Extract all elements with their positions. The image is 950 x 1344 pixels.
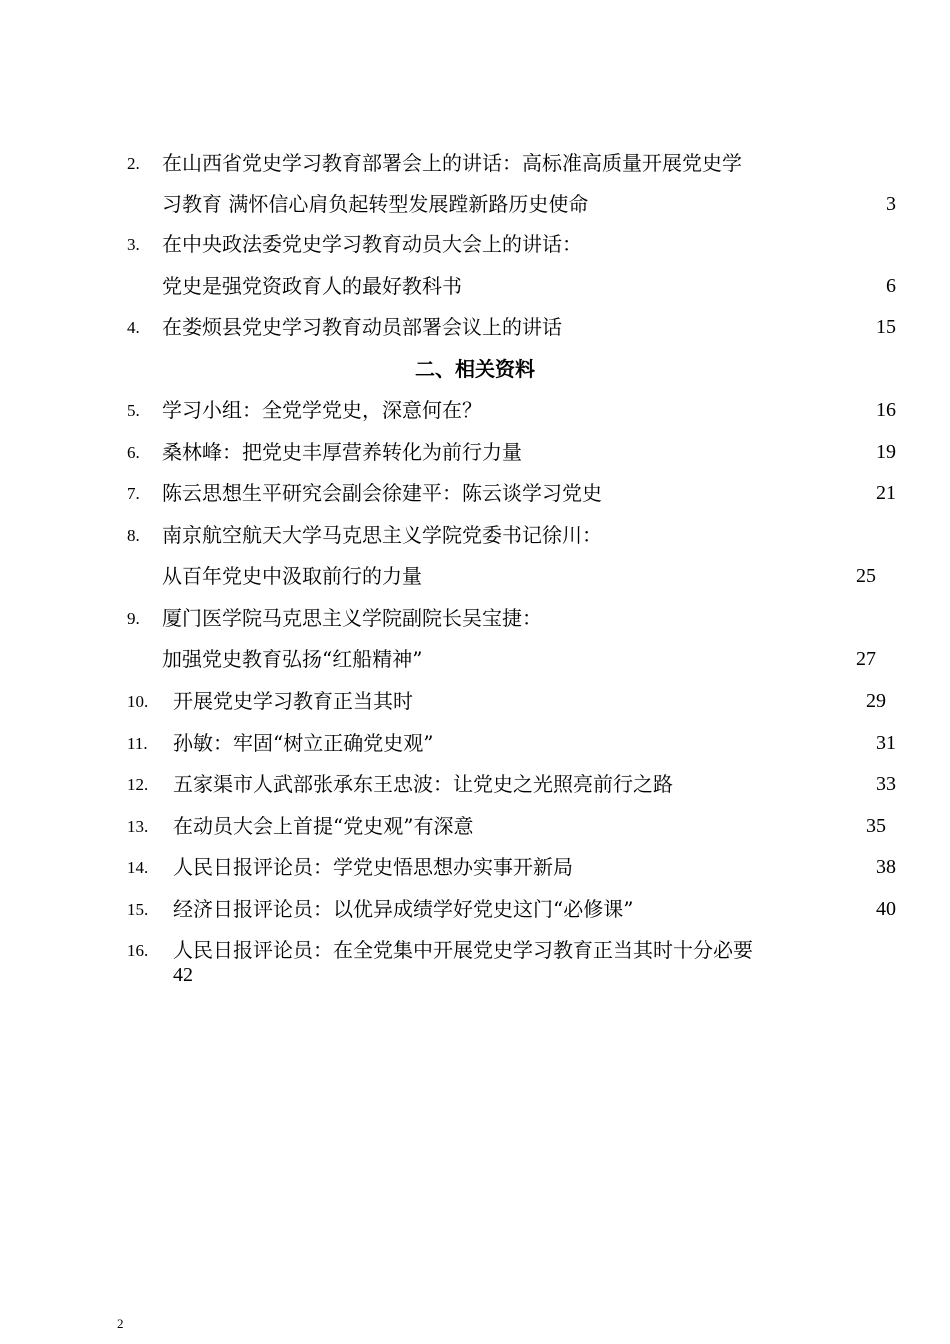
toc-entry-title-continued[interactable]: 从百年党史中汲取前行的力量 xyxy=(162,564,422,588)
toc-entry-number: 13. xyxy=(127,817,149,836)
section-heading: 二、相关资料 xyxy=(415,357,535,381)
toc-entry-number: 3. xyxy=(127,235,140,254)
toc-entry-title[interactable]: 南京航空航天大学马克思主义学院党委书记徐川： xyxy=(162,523,602,547)
toc-entry-number: 2. xyxy=(127,154,140,173)
toc-entry-title[interactable]: 桑林峰：把党史丰厚营养转化为前行力量 xyxy=(162,440,522,464)
toc-entry-page: 40 xyxy=(876,898,896,920)
toc-entry-number: 9. xyxy=(127,609,140,628)
toc-entry-number: 14. xyxy=(127,858,149,877)
toc-entry-page: 6 xyxy=(886,275,896,297)
toc-entry-page: 42 xyxy=(173,964,193,986)
toc-entry-title-continued[interactable]: 党史是强党资政育人的最好教科书 xyxy=(162,274,462,298)
toc-entry-title[interactable]: 人民日报评论员：在全党集中开展党史学习教育正当其时十分必要 xyxy=(173,938,753,962)
toc-entry-number: 6. xyxy=(127,443,140,462)
toc-entry-page: 3 xyxy=(886,193,896,215)
toc-entry-number: 7. xyxy=(127,484,140,503)
toc-entry-title[interactable]: 在山西省党史学习教育部署会上的讲话：高标准高质量开展党史学 xyxy=(162,151,742,175)
toc-entry-page: 31 xyxy=(876,732,896,754)
toc-entry-number: 10. xyxy=(127,692,149,711)
toc-entry-page: 16 xyxy=(876,399,896,421)
toc-entry-number: 15. xyxy=(127,900,149,919)
toc-entry-page: 38 xyxy=(876,856,896,878)
toc-entry-title[interactable]: 开展党史学习教育正当其时 xyxy=(173,689,413,713)
toc-entry-page: 25 xyxy=(856,565,876,587)
toc-entry-number: 8. xyxy=(127,526,140,545)
toc-entry-page: 19 xyxy=(876,441,896,463)
toc-entry-title-continued[interactable]: 加强党史教育弘扬“红船精神” xyxy=(162,647,423,671)
page-number-footer: 2 xyxy=(117,1316,124,1331)
toc-entry-title[interactable]: 经济日报评论员：以优异成绩学好党史这门“必修课” xyxy=(173,897,634,921)
toc-entry-number: 4. xyxy=(127,318,140,337)
toc-entry-title[interactable]: 五家渠市人武部张承东王忠波：让党史之光照亮前行之路 xyxy=(173,772,673,796)
toc-entry-title[interactable]: 在中央政法委党史学习教育动员大会上的讲话： xyxy=(162,232,582,256)
toc-entry-title[interactable]: 孙敏：牢固“树立正确党史观” xyxy=(173,731,434,755)
toc-entry-page: 21 xyxy=(876,482,896,504)
toc-entry-title[interactable]: 人民日报评论员：学党史悟思想办实事开新局 xyxy=(173,855,573,879)
toc-entry-number: 5. xyxy=(127,401,140,420)
toc-entry-title[interactable]: 在动员大会上首提“党史观”有深意 xyxy=(173,814,474,838)
toc-entry-page: 27 xyxy=(856,648,876,670)
toc-entry-page: 29 xyxy=(866,690,886,712)
toc-entry-title-continued[interactable]: 习教育 满怀信心肩负起转型发展蹚新路历史使命 xyxy=(162,192,589,216)
toc-entry-page: 33 xyxy=(876,773,896,795)
toc-entry-title[interactable]: 在娄烦县党史学习教育动员部署会议上的讲话 xyxy=(162,315,562,339)
toc-entry-number: 11. xyxy=(127,734,148,753)
toc-entry-number: 12. xyxy=(127,775,149,794)
toc-entry-title[interactable]: 学习小组：全党学党史，深意何在？ xyxy=(162,398,482,422)
toc-entry-page: 15 xyxy=(876,316,896,338)
toc-entry-title[interactable]: 厦门医学院马克思主义学院副院长吴宝捷： xyxy=(162,606,542,630)
toc-entry-title[interactable]: 陈云思想生平研究会副会徐建平：陈云谈学习党史 xyxy=(162,481,602,505)
toc-entry-number: 16. xyxy=(127,941,149,960)
toc-entry-page: 35 xyxy=(866,815,886,837)
